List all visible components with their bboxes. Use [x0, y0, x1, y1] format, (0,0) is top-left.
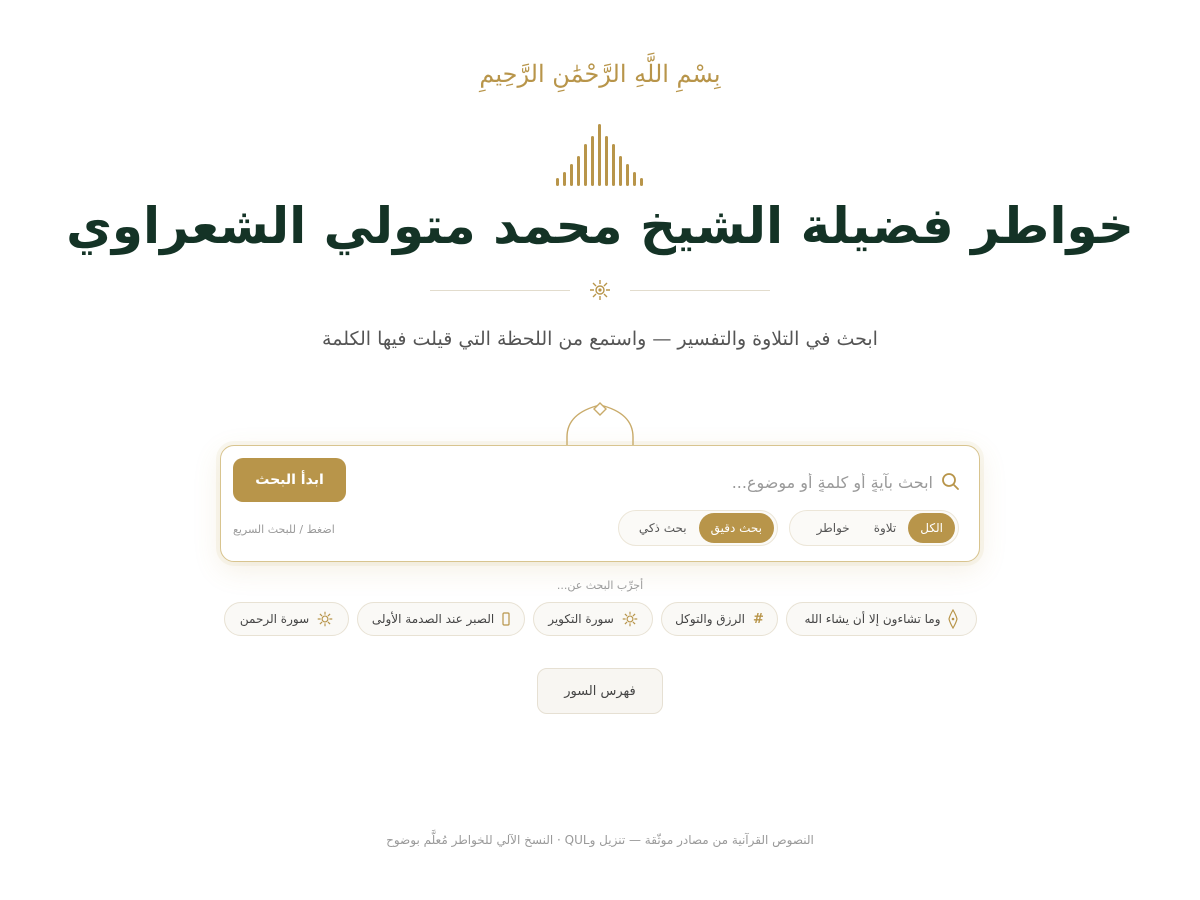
divider-line-right: [630, 290, 770, 291]
suggestion-chips: [224, 602, 977, 636]
filter-all[interactable]: الكل: [908, 513, 955, 543]
chip-label: سورة الرحمن: [239, 612, 310, 626]
quran-marker-icon: [948, 609, 958, 629]
hash-icon: #: [753, 611, 764, 627]
chip-label: سورة التكوير: [548, 612, 614, 626]
chip-label: وما تشاءون إلا أن يشاء الله: [804, 612, 941, 626]
filter-recitation[interactable]: تلاوة: [873, 521, 897, 535]
start-search-button[interactable]: ابدأ البحث: [233, 458, 346, 502]
content-filter-group: [789, 510, 959, 546]
chip-label: الرزق والتوكل: [675, 612, 746, 626]
page-title: خواطر فضيلة الشيخ محمد متولي الشعراوي: [66, 197, 1134, 255]
suggestion-chip[interactable]: [533, 602, 653, 636]
tagline: ابحث في التلاوة والتفسير — واستمع من اللحظة التي قيلت فيها الكلمة: [322, 328, 878, 350]
footer-note: النصوص القرآنية من مصادر موثّقة — تنزيل وQUL · النسخ الآلي للخواطر مُعلَّم بوضوح: [386, 833, 814, 847]
arch-ornament-icon: [566, 401, 634, 447]
basmala: بِسْمِ اللَّهِ الرَّحْمَٰنِ الرَّحِيمِ: [479, 60, 721, 88]
suggestions-label: أجرِّب البحث عن...: [556, 579, 644, 592]
logo-bars-icon: [556, 122, 644, 188]
shortcut-hint: اضغط / للبحث السريع: [233, 523, 335, 536]
mode-smart[interactable]: بحث ذكي: [638, 521, 687, 535]
bookmark-icon: [502, 612, 510, 626]
rosette-ornament-icon: [589, 279, 611, 301]
mode-exact[interactable]: بحث دقيق: [699, 513, 774, 543]
suggestion-chip[interactable]: [224, 602, 349, 636]
search-input[interactable]: [371, 466, 935, 498]
filter-khawater[interactable]: خواطر: [816, 521, 850, 535]
search-card: [220, 445, 980, 562]
divider-line-left: [430, 290, 570, 291]
suggestion-chip[interactable]: [357, 602, 525, 636]
search-icon: [941, 472, 959, 490]
rosette-icon: [622, 611, 638, 627]
chip-label: الصبر عند الصدمة الأولى: [371, 612, 495, 626]
suggestion-chip[interactable]: [661, 602, 778, 636]
surah-index-button[interactable]: فهرس السور: [537, 668, 663, 714]
search-mode-group: [618, 510, 778, 546]
rosette-icon: [317, 611, 333, 627]
suggestion-chip[interactable]: [786, 602, 977, 636]
